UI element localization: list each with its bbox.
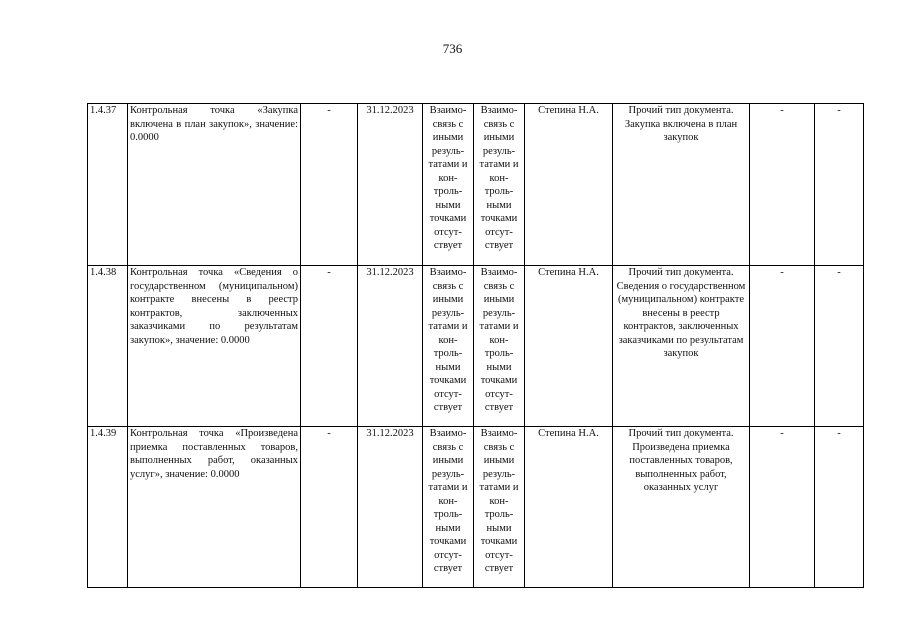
- relation-text-line: точками: [480, 536, 518, 547]
- relation-text-line: отсут-: [434, 388, 462, 400]
- relation-text-line: кон-: [438, 172, 458, 184]
- relation-text-line: троль-: [433, 509, 463, 520]
- relation-text-line: Взаимо-: [429, 428, 467, 439]
- date-cell: 31.12.2023: [358, 427, 423, 588]
- control-point-name-cell: Контрольная точка «Произведена приемка поставленных товаров, выполненных работ, оказанных услуг», значение: 0.0000: [128, 427, 301, 588]
- relation-text-line: связь с: [432, 280, 464, 292]
- relation-text-line: иными: [432, 294, 464, 305]
- relation-text-line: татами и: [479, 321, 519, 332]
- relation-text-line: отсут-: [434, 549, 462, 561]
- table-body: [88, 104, 864, 588]
- relation-text-line: связь с: [432, 118, 464, 130]
- relation-text-line: Взаимо-: [480, 428, 518, 439]
- relation-text-line: кон-: [438, 495, 458, 507]
- relation-text-line: татами и: [428, 482, 468, 493]
- date-cell: 31.12.2023: [358, 104, 423, 266]
- relation-text-line: иными: [483, 294, 515, 305]
- relation-text-line: ствует: [433, 240, 463, 251]
- relation-text-line: троль-: [433, 186, 463, 197]
- responsible-cell: Степина Н.А.: [525, 104, 613, 266]
- control-points-table: [87, 103, 864, 588]
- relation-text-line: резуль-: [482, 145, 516, 157]
- relation-text-line: троль-: [484, 348, 514, 359]
- table-row: [88, 104, 864, 266]
- relation-text-line: резуль-: [431, 145, 465, 157]
- relation-text-line: точками: [429, 375, 467, 386]
- relation-text-line: резуль-: [482, 307, 516, 319]
- relation-text-line: троль-: [484, 509, 514, 520]
- relation-text-line: отсут-: [485, 388, 513, 400]
- relation-text-line: татами и: [428, 321, 468, 332]
- relation-text-line: ными: [486, 199, 512, 211]
- relation-text-line: точками: [480, 375, 518, 386]
- relation-text-line: связь с: [483, 441, 515, 453]
- relation-text-line: резуль-: [431, 307, 465, 319]
- relation-text-line: иными: [432, 132, 464, 143]
- relation-text-line: кон-: [489, 172, 509, 184]
- relation-text-line: точками: [480, 213, 518, 224]
- relation-text-line: иными: [483, 132, 515, 143]
- responsible-cell: Степина Н.А.: [525, 266, 613, 427]
- dash-cell: -: [750, 104, 815, 266]
- responsible-cell: Степина Н.А.: [525, 427, 613, 588]
- dash-cell: -: [815, 266, 864, 427]
- table-row: [88, 266, 864, 427]
- relation-text-line: отсут-: [434, 226, 462, 238]
- relation-text-line: ными: [435, 522, 461, 534]
- relation-text-line: кон-: [438, 334, 458, 346]
- control-point-name-cell: Контрольная точка «Закупка включена в план закупок», значение: 0.0000: [128, 104, 301, 266]
- dash-cell: -: [815, 104, 864, 266]
- relation-text-line: кон-: [489, 334, 509, 346]
- dash-cell: -: [750, 266, 815, 427]
- relation-text-line: Взаимо-: [429, 105, 467, 116]
- relation-text-line: ствует: [484, 563, 514, 574]
- relation-text-line: татами и: [479, 482, 519, 493]
- dash-cell: -: [815, 427, 864, 588]
- relation-cell-b: [474, 104, 525, 266]
- relation-text-line: точками: [429, 213, 467, 224]
- relation-cell-a: [423, 266, 474, 427]
- row-number-cell: 1.4.39: [88, 427, 128, 588]
- relation-text-line: точками: [429, 536, 467, 547]
- relation-text-line: Взаимо-: [480, 267, 518, 278]
- dash-cell: -: [301, 427, 358, 588]
- relation-text-line: троль-: [484, 186, 514, 197]
- table-row: [88, 427, 864, 588]
- relation-text-line: Взаимо-: [429, 267, 467, 278]
- relation-text-line: ными: [435, 199, 461, 211]
- relation-text-line: ствует: [433, 402, 463, 413]
- relation-text-line: иными: [432, 455, 464, 466]
- document-type-cell: Прочий тип документа. Закупка включена в план закупок: [613, 104, 750, 266]
- row-number-cell: 1.4.38: [88, 266, 128, 427]
- relation-text-line: ными: [435, 361, 461, 373]
- relation-text-line: ствует: [484, 240, 514, 251]
- dash-cell: -: [750, 427, 815, 588]
- date-cell: 31.12.2023: [358, 266, 423, 427]
- relation-cell-a: [423, 427, 474, 588]
- relation-text-line: кон-: [489, 495, 509, 507]
- relation-cell-a: [423, 104, 474, 266]
- relation-text-line: связь с: [483, 280, 515, 292]
- relation-cell-b: [474, 266, 525, 427]
- relation-text-line: ствует: [433, 563, 463, 574]
- row-number-cell: 1.4.37: [88, 104, 128, 266]
- relation-text-line: отсут-: [485, 549, 513, 561]
- page-number: 736: [442, 41, 463, 56]
- relation-text-line: татами и: [479, 159, 519, 170]
- relation-cell-b: [474, 427, 525, 588]
- relation-text-line: связь с: [432, 441, 464, 453]
- document-type-cell: Прочий тип документа. Сведения о государственном (муниципальном) контракте внесены в реестр контрактов, заключенных заказчиками по результатам закупок: [613, 266, 750, 427]
- relation-text-line: резуль-: [431, 468, 465, 480]
- relation-text-line: иными: [483, 455, 515, 466]
- relation-text-line: ными: [486, 522, 512, 534]
- relation-text-line: отсут-: [485, 226, 513, 238]
- relation-text-line: связь с: [483, 118, 515, 130]
- relation-text-line: резуль-: [482, 468, 516, 480]
- relation-text-line: ствует: [484, 402, 514, 413]
- relation-text-line: татами и: [428, 159, 468, 170]
- document-type-cell: Прочий тип документа. Произведена приемка поставленных товаров, выполненных работ, оказанных услуг: [613, 427, 750, 588]
- dash-cell: -: [301, 104, 358, 266]
- relation-text-line: Взаимо-: [480, 105, 518, 116]
- relation-text-line: троль-: [433, 348, 463, 359]
- relation-text-line: ными: [486, 361, 512, 373]
- dash-cell: -: [301, 266, 358, 427]
- control-point-name-cell: Контрольная точка «Сведения о государственном (муниципальном) контракте внесены в реестр контрактов, заключенных заказчиками по результатам закупок», значение: 0.0000: [128, 266, 301, 427]
